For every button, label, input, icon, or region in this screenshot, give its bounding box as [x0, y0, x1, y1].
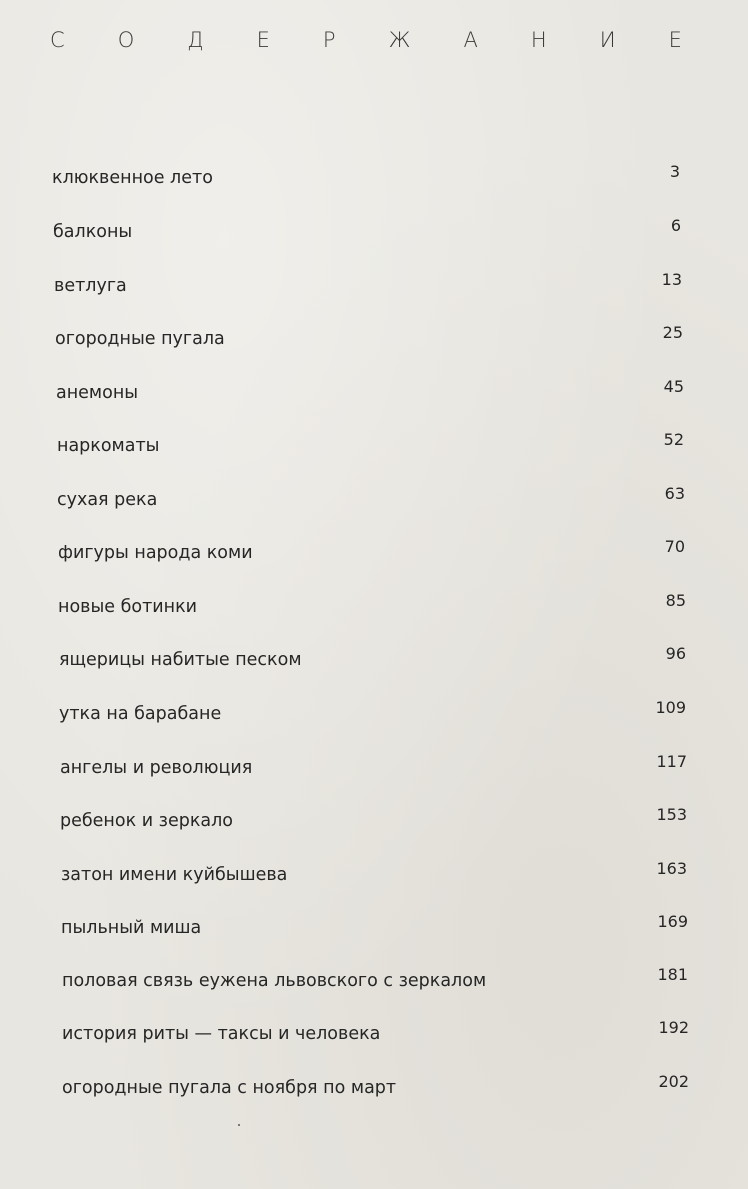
toc-entry-title: сухая река	[57, 490, 158, 510]
toc-entry-title: ветлуга	[54, 276, 127, 296]
toc-entry-title: затон имени куйбышева	[61, 865, 288, 885]
toc-entry-title: половая связь еужена львовского с зеркалом	[62, 971, 487, 991]
toc-entry	[62, 1072, 689, 1106]
heading-letter: Р	[322, 28, 336, 52]
toc-entry-title: утка на барабане	[59, 704, 222, 724]
toc-entry-page: 192	[658, 1018, 689, 1037]
heading-letter: О	[117, 28, 135, 52]
heading-letter: А	[463, 28, 478, 52]
toc-entry	[59, 644, 686, 678]
heading-letter: Е	[668, 28, 682, 52]
heading-letter: Е	[256, 28, 270, 52]
toc-entry-title: фигуры народа коми	[58, 543, 253, 563]
toc-entry	[61, 912, 688, 946]
toc-entry	[56, 377, 684, 411]
heading-letter: С	[50, 28, 65, 52]
toc-entry-title: клюквенное лето	[52, 168, 213, 188]
toc-entry-page: 96	[665, 644, 686, 663]
toc-entry	[60, 752, 687, 786]
toc-entry-page: 45	[663, 377, 684, 396]
toc-entry-title: огородные пугала с ноября по март	[62, 1078, 397, 1098]
toc-entry	[53, 216, 681, 250]
toc-entry-page: 13	[661, 270, 682, 289]
toc-entry-page: 181	[657, 965, 688, 984]
toc-entry	[55, 323, 683, 357]
toc-entry	[60, 805, 687, 839]
toc-entry	[52, 162, 680, 196]
toc-entry-title: балконы	[53, 222, 133, 242]
toc-entry-page: 109	[655, 698, 686, 717]
toc-entry-page: 25	[662, 323, 683, 342]
toc-entry	[62, 1018, 689, 1052]
heading-letter: Ж	[388, 28, 411, 52]
toc-entry-page: 3	[669, 162, 680, 181]
toc-entry-title: ангелы и революция	[60, 758, 253, 778]
toc-entry-page: 202	[658, 1072, 689, 1091]
toc-entry-page: 70	[664, 537, 685, 556]
toc-entry	[59, 698, 686, 732]
heading-letter: Н	[530, 28, 547, 52]
toc-entry-page: 169	[657, 912, 688, 931]
paper-speck	[238, 1124, 240, 1126]
toc-entry-page: 52	[663, 430, 684, 449]
heading-letter: Д	[187, 28, 204, 52]
toc-entry-title: история риты — таксы и человека	[62, 1024, 381, 1044]
toc-entry-page: 153	[656, 805, 687, 824]
toc-entry	[61, 859, 687, 893]
toc-entry-title: ящерицы набитые песком	[59, 650, 302, 670]
toc-entry-title: наркоматы	[57, 436, 160, 456]
toc-entry	[58, 591, 686, 625]
toc-entry	[54, 270, 682, 304]
toc-entry	[57, 430, 684, 464]
toc-entry	[62, 965, 688, 999]
toc-entry-page: 117	[656, 752, 687, 771]
toc-entry-title: ребенок и зеркало	[60, 811, 234, 831]
toc-entry	[57, 484, 685, 518]
toc-entry-title: анемоны	[56, 383, 139, 403]
toc-entry-title: пыльный миша	[61, 918, 202, 938]
toc-entry-page: 163	[656, 859, 687, 878]
toc-entry-page: 6	[670, 216, 681, 235]
toc-entry	[58, 537, 685, 571]
toc-entry-page: 85	[665, 591, 686, 610]
toc-entry-title: огородные пугала	[55, 329, 225, 349]
toc-entry-title: новые ботинки	[58, 597, 198, 617]
toc-entry-page: 63	[664, 484, 685, 503]
heading-letter: И	[599, 28, 616, 52]
